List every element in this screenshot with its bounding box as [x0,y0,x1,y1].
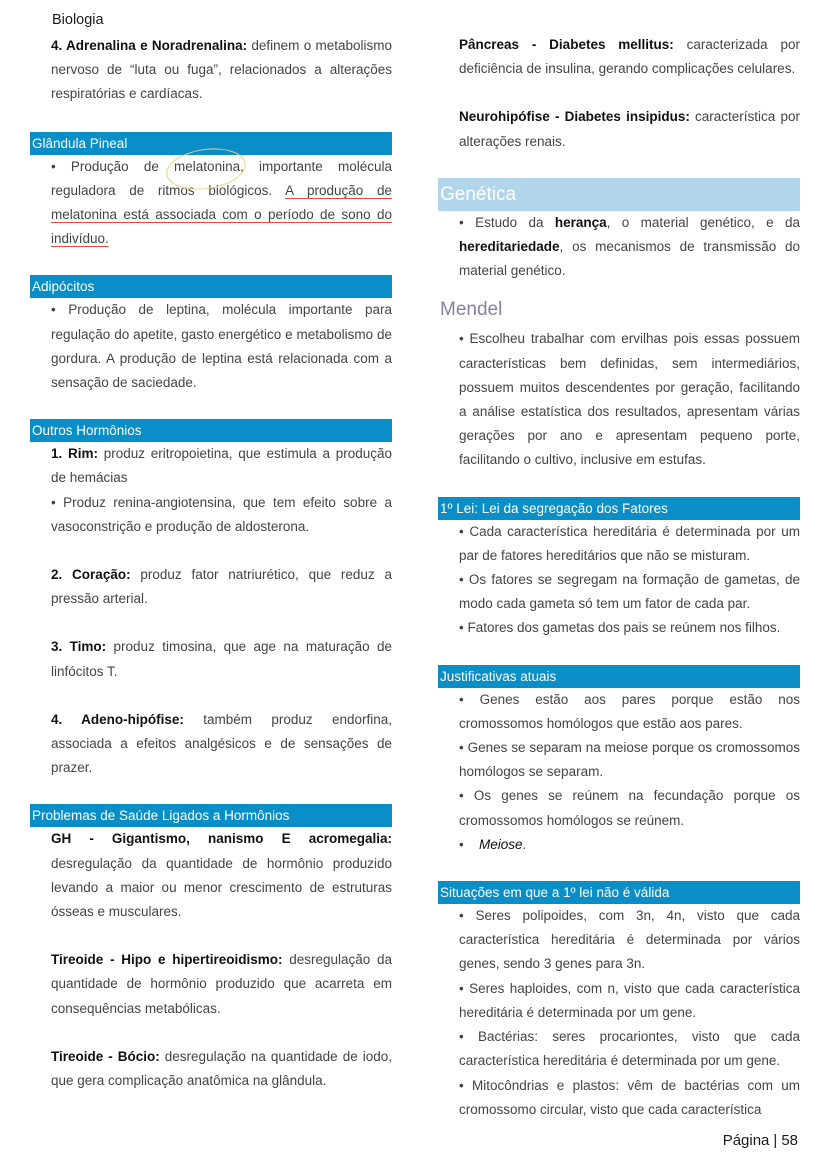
adipocitos-paragraph: • Produção de leptina, molécula importante para regulação do apetite, gasto energético e metabolismo de gordura. A produção de leptina está relacionada com a sensação de saciedade. [51,302,392,391]
section-bar-primeira-lei: 1º Lei: Lei da segregação dos Fatores [438,497,800,520]
meiose-item [438,833,800,857]
justificativa-item: • Genes estão aos pares porque estão nos cromossomos homólogos que estão aos pares. [459,691,800,731]
hereditariedade-bold: hereditariedade [459,239,560,255]
mendel-heading: Mendel [440,299,503,321]
diabetes-insipidus-label: Neurohipófise - Diabetes insipidus: [459,109,690,125]
underlined-annotation: A produção de melatonina está associada com o período de sono do indivíduo. [51,182,393,247]
diabetes-mellitus-text: caracterizada por deficiência de insulina, gerando complicações celulares. [459,37,800,77]
footer-separator: | [773,1132,778,1149]
adeno-hipofise-label: 4. Adeno-hipófise: [51,711,184,727]
coracao-paragraph [30,563,392,611]
adrenalina-text: definem o metabolismo nervoso de “luta ou fuga”, relacionados a alterações respiratórias e cardíacas. [51,38,392,102]
adeno-hipofise-paragraph [30,708,392,781]
situacao-item: • Seres polipoides, com 3n, 4n, visto que cada característica hereditária é determinada por vários genes, sendo 3 genes para 3n. [459,908,800,972]
gh-label: GH - Gigantismo, nanismo E acromegalia: [51,831,392,847]
section-bar-adipocitos: Adipócitos [30,275,392,298]
timo-label: 3. Timo: [51,639,107,655]
genetica-text-2: , o material genético, e da [606,214,800,230]
adeno-hipofise-text: também produz endorfina, associada a efeitos analgésicos e de sensações de prazer. [51,711,393,776]
renina-paragraph: • Produz renina-angiotensina, que tem efeito sobre a vasoconstrição e produção de aldosterona. [51,494,392,534]
meiose-italic: Meiose [479,836,523,852]
footer-label: Página [722,1132,770,1149]
situacao-item: • Seres haploides, com n, visto que cada característica hereditária é determinada por um gene. [459,980,800,1020]
section-bar-genetica: Genética [438,178,800,211]
justificativa-item: • Genes se separam na meiose porque os cromossomos homólogos se separam. [459,740,800,780]
gh-text: desregulação da quantidade de hormônio produzido levando a maior ou menor crescimento de estruturas ósseas e musculares. [51,855,392,920]
section-bar-situacoes: Situações em que a 1º lei não é válida [438,881,800,904]
lei1-item: • Cada característica hereditária é determinada por um par de fatores hereditários que não se misturam. [459,523,800,563]
tireoide-hipo-text: desregulação da quantidade de hormônio produzido que acarreta em consequências metabólicas. [51,952,393,1016]
tireoide-bocio-label: Tireoide - Bócio: [51,1048,160,1064]
timo-paragraph [30,635,392,683]
page-footer [723,1132,798,1149]
coracao-label: 2. Coração: [51,567,131,583]
bullet-icon: • [459,836,464,852]
situacao-item: • Mitocôndrias e plastos: vêm de bactérias com um cromossomo circular, visto que cada característica [459,1077,800,1117]
rim-paragraph [30,442,392,490]
pineal-text-a: • Produção de [51,158,175,174]
tireoide-bocio-paragraph [30,1045,392,1093]
page-number: 58 [781,1132,798,1149]
diabetes-mellitus-label: Pâncreas - Diabetes mellitus: [459,37,674,52]
coracao-text: produz fator natriurético, que reduz a pressão arterial. [51,567,392,607]
right-column [438,0,800,1122]
rim-text: produz eritropoietina, que estimula a produção de hemácias [51,446,392,486]
genetica-text-3: , os mecanismos de transmissão do material genético. [459,239,800,279]
meiose-end: . [522,836,527,852]
section-bar-problemas-saude: Problemas de Saúde Ligados a Hormônios [30,804,392,827]
lei1-item: • Fatores dos gametas dos pais se reúnem nos filhos. [459,620,781,636]
tireoide-bocio-text: desregulação na quantidade de iodo, que gera complicação anatômica na glândula. [51,1048,392,1089]
adrenalina-label: 4. Adrenalina e Noradrenalina: [51,38,248,53]
adrenalina-paragraph [30,34,392,107]
tireoide-hipo-label: Tireoide - Hipo e hipertireoidismo: [51,952,283,968]
justificativa-item: • Os genes se reúnem na fecundação porque os cromossomos homólogos se reúnem. [459,788,800,828]
gh-paragraph [30,827,392,924]
section-bar-justificativas: Justificativas atuais [438,665,800,688]
mendel-paragraph: • Escolheu trabalhar com ervilhas pois essas possuem características bem definidas, sem intermediários, possuem muitos descendentes por geração, facilitando a análise estatística dos resultados, apresentam várias gerações por ano e apresentam pequeno porte, facilitando o cultivo, inclusive em estufas. [459,331,800,468]
genetica-text-1: • Estudo da [459,214,555,230]
pineal-text-b: , importante molécula reguladora de ritmos biológicos. [51,158,392,198]
tireoide-hipo-paragraph [30,948,392,1021]
heranca-bold: herança [554,214,607,230]
section-bar-outros-hormonios: Outros Hormônios [30,419,392,442]
section-bar-pineal: Glândula Pineal [30,132,392,155]
diabetes-insipidus-paragraph [438,105,800,153]
lei1-item: • Os fatores se segregam na formação de gametas, de modo cada gameta só tem um fator de cada par. [459,572,800,612]
page-header-subject: Biologia [52,12,104,28]
diabetes-insipidus-text: característica por alterações renais. [459,109,801,149]
diabetes-mellitus-paragraph [438,33,800,81]
melatonina-highlight: melatonina [174,158,241,174]
genetica-paragraph [438,211,800,284]
situacao-item: • Bactérias: seres procariontes, visto que cada característica hereditária é determinada por um gene. [459,1029,800,1069]
rim-label: 1. Rim: [51,446,98,462]
timo-text: produz timosina, que age na maturação de linfócitos T. [51,639,393,679]
